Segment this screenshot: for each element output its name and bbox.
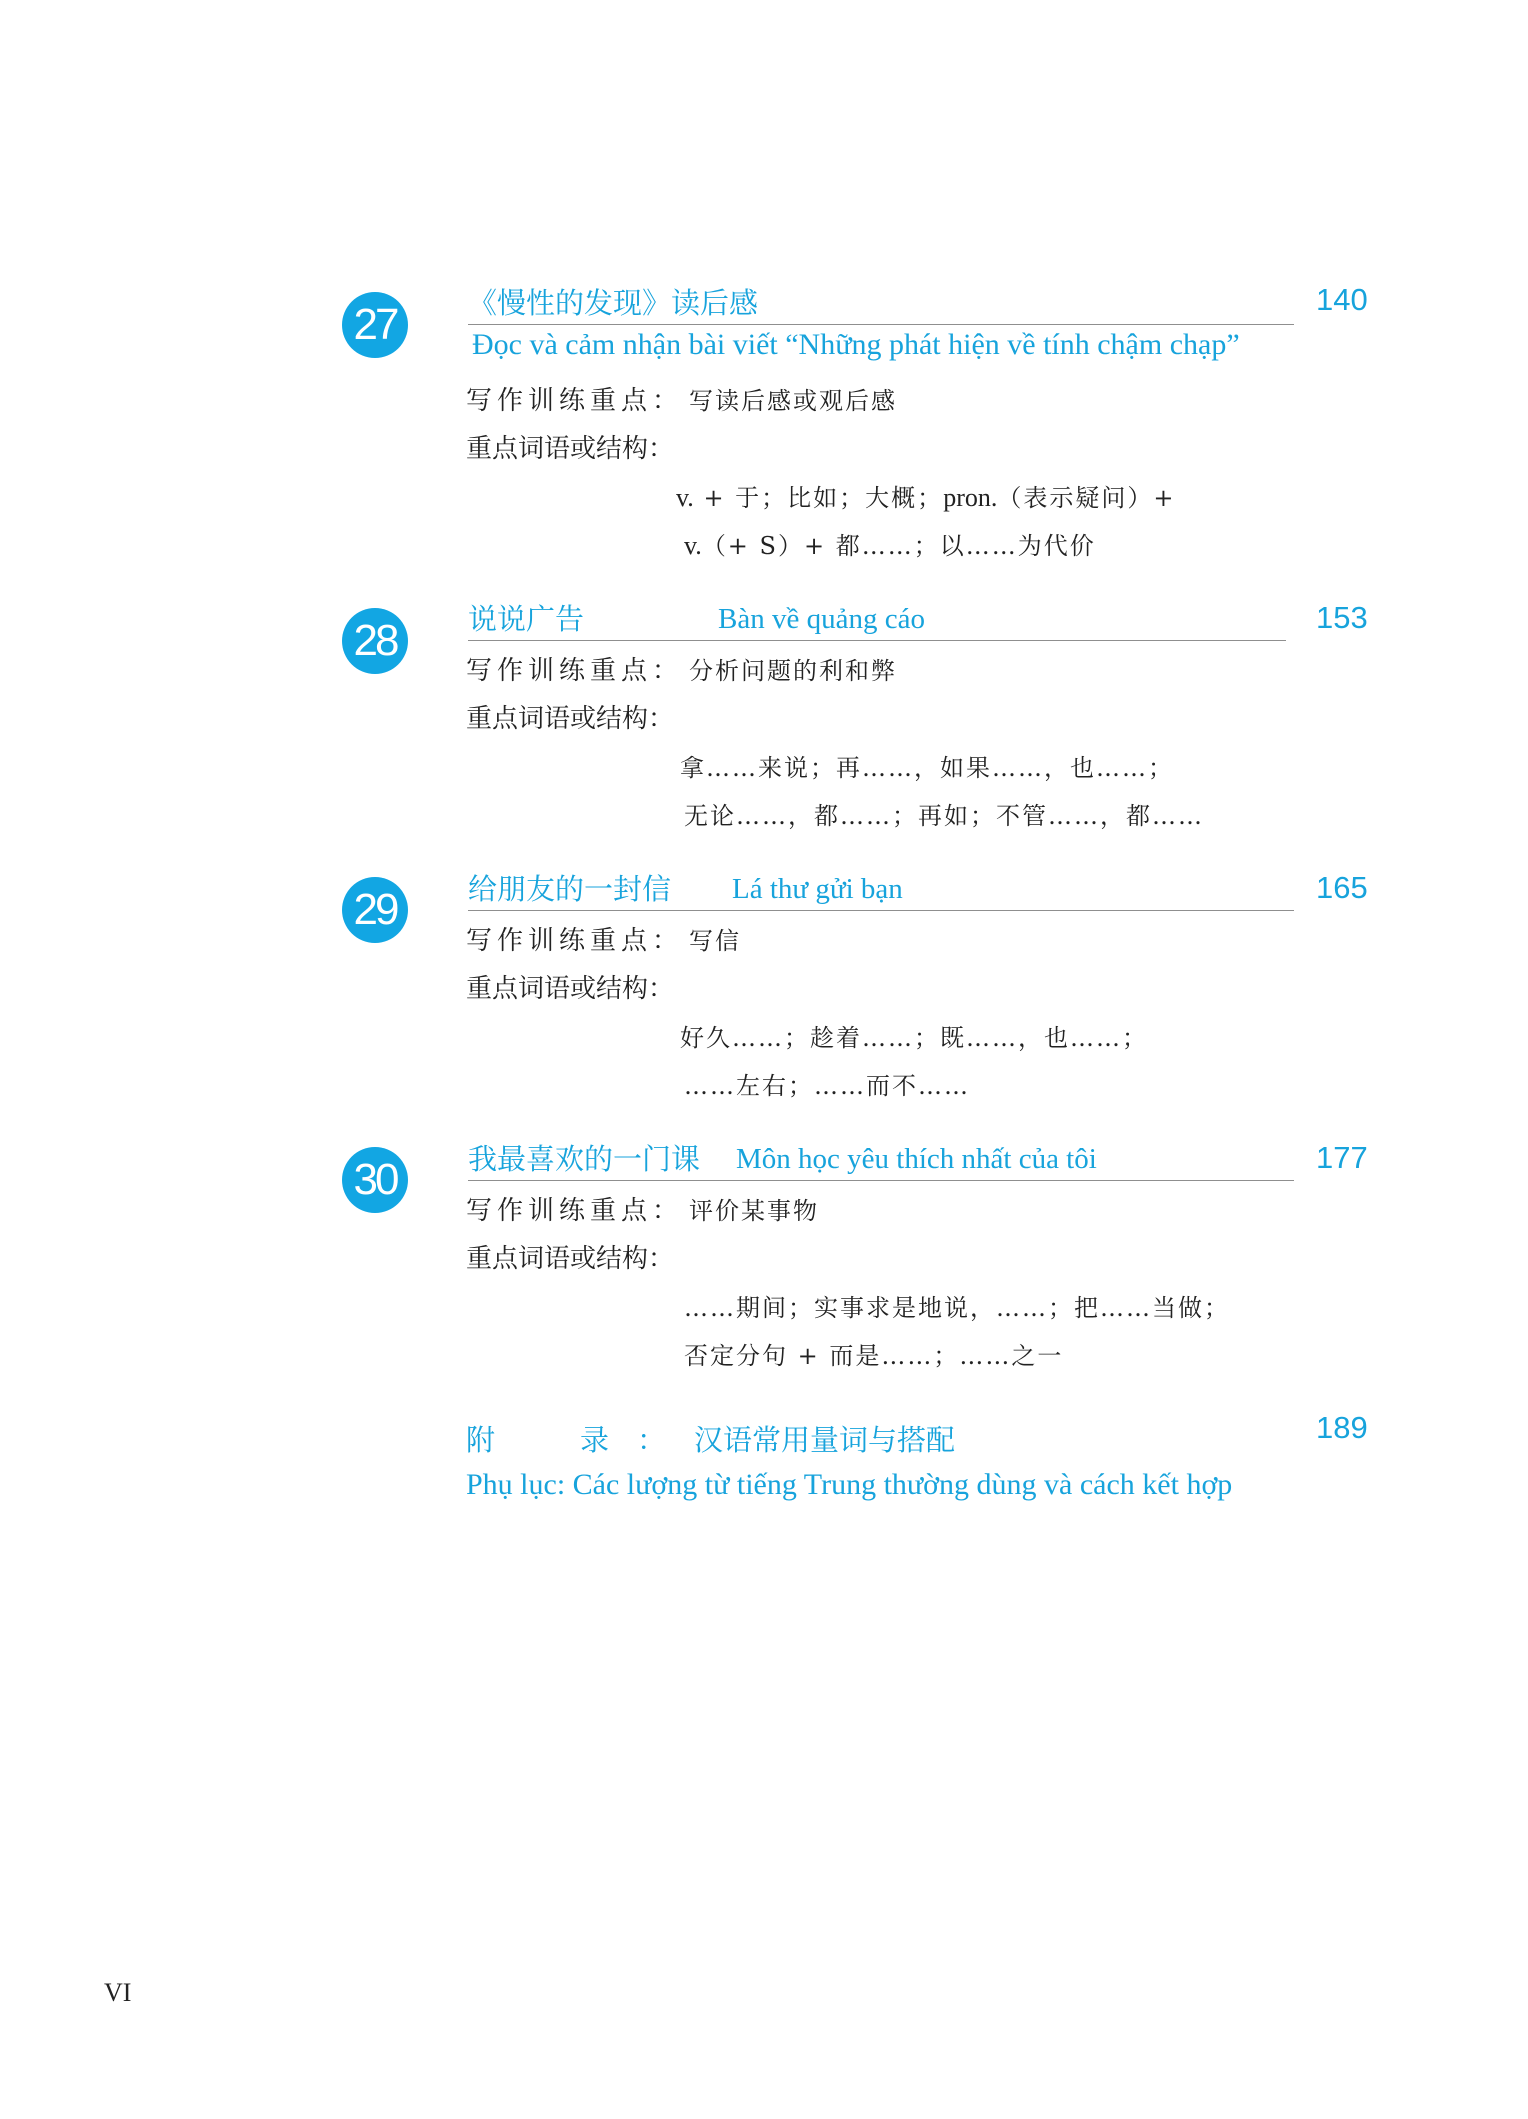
keywords-label: 重点词语或结构： (466, 704, 675, 734)
lesson-title-zh[interactable]: 说说广告 (468, 602, 585, 636)
lesson-number-badge: 30 (342, 1147, 408, 1213)
writing-focus-label: 写作训练重点： (466, 1196, 684, 1226)
keyword-fragment: （表示疑问）+ (997, 484, 1176, 512)
writing-focus (466, 380, 897, 417)
page-number: 189 (1316, 1410, 1368, 1445)
keyword-fragment: （+ S）+ 都……；以……为代价 (701, 532, 1096, 560)
lesson-title-vi[interactable]: Lá thư gửi bạn (732, 873, 903, 905)
lesson-title-vi[interactable]: Bàn về quảng cáo (718, 603, 925, 635)
lesson-number-badge: 28 (342, 608, 408, 674)
keywords-line (684, 526, 1096, 561)
keyword-fragment: v. (684, 531, 702, 560)
keywords-label: 重点词语或结构： (466, 1244, 675, 1274)
keywords-line (676, 478, 1175, 513)
appendix-title-vi[interactable]: Phụ lục: Các lượng từ tiếng Trung thường dùng và cách kết hợp (466, 1468, 1233, 1501)
lesson-title-zh[interactable]: 给朋友的一封信 (468, 872, 672, 906)
appendix-title-text: 汉语常用量词与搭配 (694, 1423, 956, 1457)
writing-focus-value: 分析问题的利和弊 (689, 657, 898, 685)
appendix-title-zh[interactable] (466, 1418, 955, 1459)
lesson-title-zh[interactable]: 我最喜欢的一门课 (468, 1142, 701, 1176)
lesson-title-row (468, 1136, 1294, 1181)
keywords-line: ……左右；……而不…… (684, 1072, 970, 1100)
writing-focus (466, 1190, 819, 1227)
lesson-title-vi[interactable]: Môn học yêu thích nhất của tôi (736, 1143, 1097, 1175)
page-number: 177 (1316, 1140, 1368, 1175)
keywords-line: 否定分句 + 而是……；……之一 (684, 1342, 1064, 1370)
keywords-line: ……期间；实事求是地说，……；把……当做； (684, 1294, 1230, 1322)
keyword-fragment: pron. (943, 483, 998, 512)
lesson-number-badge: 29 (342, 877, 408, 943)
keywords-line: 无论……，都……；再如；不管……，都…… (684, 802, 1204, 830)
writing-focus-value: 写读后感或观后感 (689, 387, 898, 415)
keywords-line: 拿……来说；再……，如果……，也……； (680, 754, 1174, 782)
folio-page-number: VI (104, 1978, 132, 2007)
appendix-prefix: 附 录： (466, 1423, 695, 1457)
lesson-title-row (468, 280, 1294, 325)
writing-focus-label: 写作训练重点： (466, 656, 684, 686)
page-number: 165 (1316, 870, 1368, 905)
lesson-title-row (468, 866, 1294, 911)
keywords-label: 重点词语或结构： (466, 974, 675, 1004)
lesson-title-zh[interactable]: 《慢性的发现》读后感 (468, 286, 759, 320)
writing-focus-value: 评价某事物 (689, 1197, 820, 1225)
keyword-fragment: v. (676, 483, 694, 512)
writing-focus-label: 写作训练重点： (466, 926, 684, 956)
page-number: 153 (1316, 600, 1368, 635)
lesson-title-row (468, 596, 1286, 641)
writing-focus (466, 650, 897, 687)
page-number: 140 (1316, 282, 1368, 317)
keyword-fragment: + 于；比如；大概； (693, 484, 944, 512)
lesson-number-badge: 27 (342, 292, 408, 358)
writing-focus (466, 920, 741, 957)
writing-focus-label: 写作训练重点： (466, 386, 684, 416)
keywords-label: 重点词语或结构： (466, 434, 675, 464)
writing-focus-value: 写信 (689, 927, 742, 955)
lesson-title-vi[interactable]: Đọc và cảm nhận bài viết “Những phát hiện về tính chậm chạp” (472, 328, 1240, 361)
keywords-line: 好久……；趁着……；既……，也……； (680, 1024, 1148, 1052)
